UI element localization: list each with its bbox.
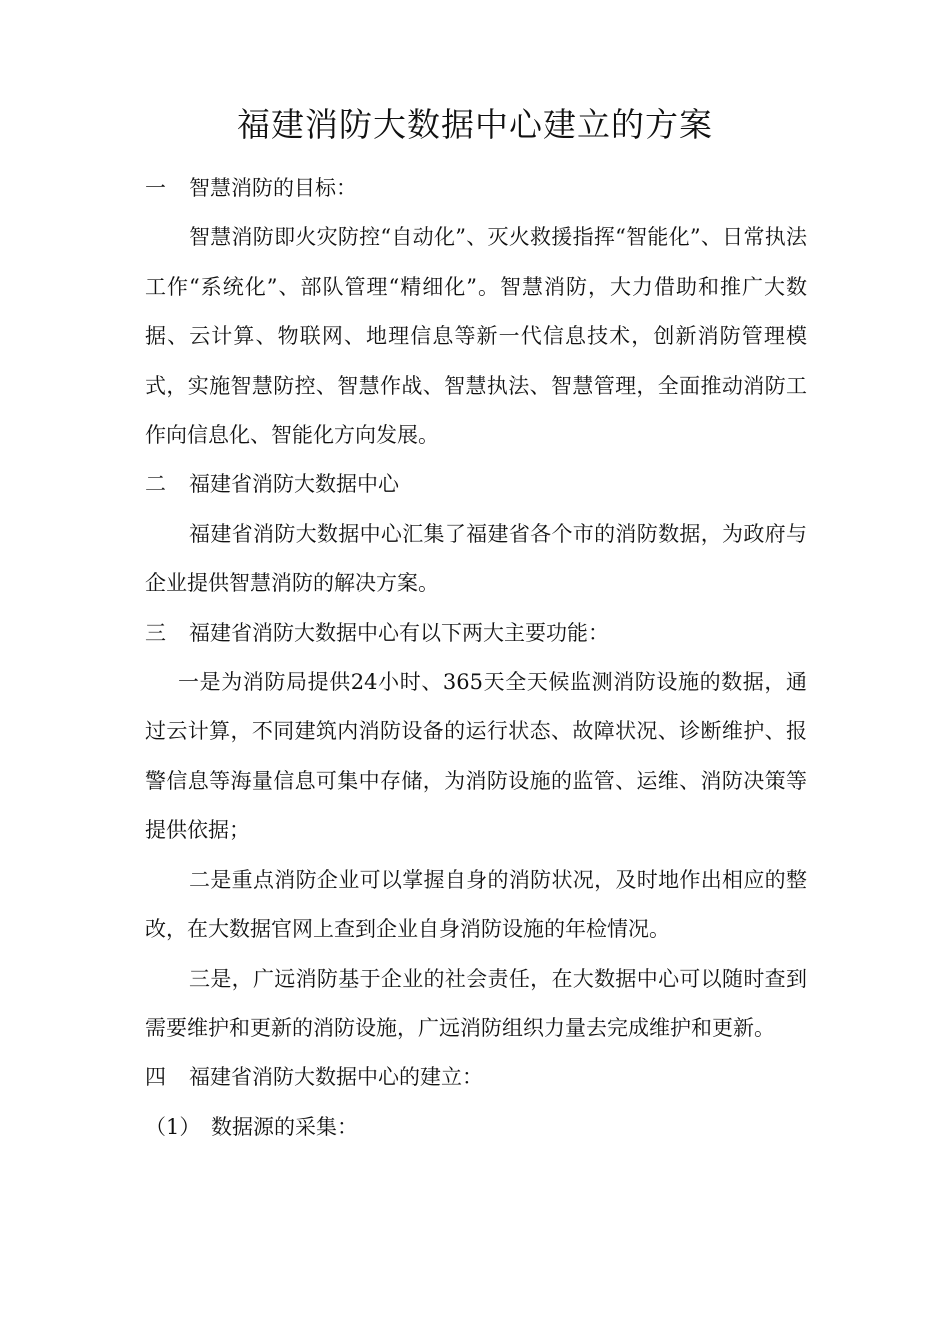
paragraph: 福建省消防大数据中心汇集了福建省各个市的消防数据，为政府与企业提供智慧消防的解决方案。: [145, 521, 807, 596]
section-heading-text: 福建省消防大数据中心的建立：: [189, 1065, 483, 1090]
subsection-heading-text: 数据源的采集：: [211, 1114, 358, 1139]
section-number: 一: [145, 176, 166, 200]
section-heading-4: [145, 1053, 807, 1102]
document-body: [145, 164, 807, 1152]
section-number: 四: [145, 1065, 166, 1090]
paragraph: 三是，广远消防基于企业的社会责任，在大数据中心可以随时查到需要维护和更新的消防设施，广远消防组织力量去完成维护和更新。: [145, 966, 807, 1040]
subsection-heading: [145, 1103, 807, 1152]
paragraph: 二是重点消防企业可以掌握自身的消防状况，及时地作出相应的整改，在大数据官网上查到企业自身消防设施的年检情况。: [145, 867, 807, 942]
document-title: 福建消防大数据中心建立的方案: [237, 105, 713, 144]
section-heading-1: [145, 164, 807, 213]
paragraph: 一是为消防局提供24小时、365天全天候监测消防设施的数据，通过云计算，不同建筑内消防设备的运行状态、故障状况、诊断维护、报警信息等海量信息可集中存储，为消防设施的监管、运维、消防决策等提供依据；: [145, 670, 807, 843]
section-heading-2: [145, 460, 807, 509]
section-heading-text: 智慧消防的目标：: [189, 176, 357, 200]
section-heading-3: [145, 609, 807, 658]
section-number: 二: [145, 472, 166, 497]
paragraph: 智慧消防即火灾防控“自动化”、灭火救援指挥“智能化”、日常执法工作“系统化”、部队管理“精细化”。智慧消防，大力借助和推广大数据、云计算、物联网、地理信息等新一代信息技术，创新消防管理模式，实施智慧防控、智慧作战、智慧执法、智慧管理，全面推动消防工作向信息化、智能化方向发展。: [145, 225, 807, 448]
section-number: 三: [145, 620, 166, 645]
section-heading-text: 福建省消防大数据中心: [189, 472, 399, 497]
section-heading-text: 福建省消防大数据中心有以下两大主要功能：: [189, 620, 609, 645]
subsection-number: （1）: [145, 1114, 201, 1139]
